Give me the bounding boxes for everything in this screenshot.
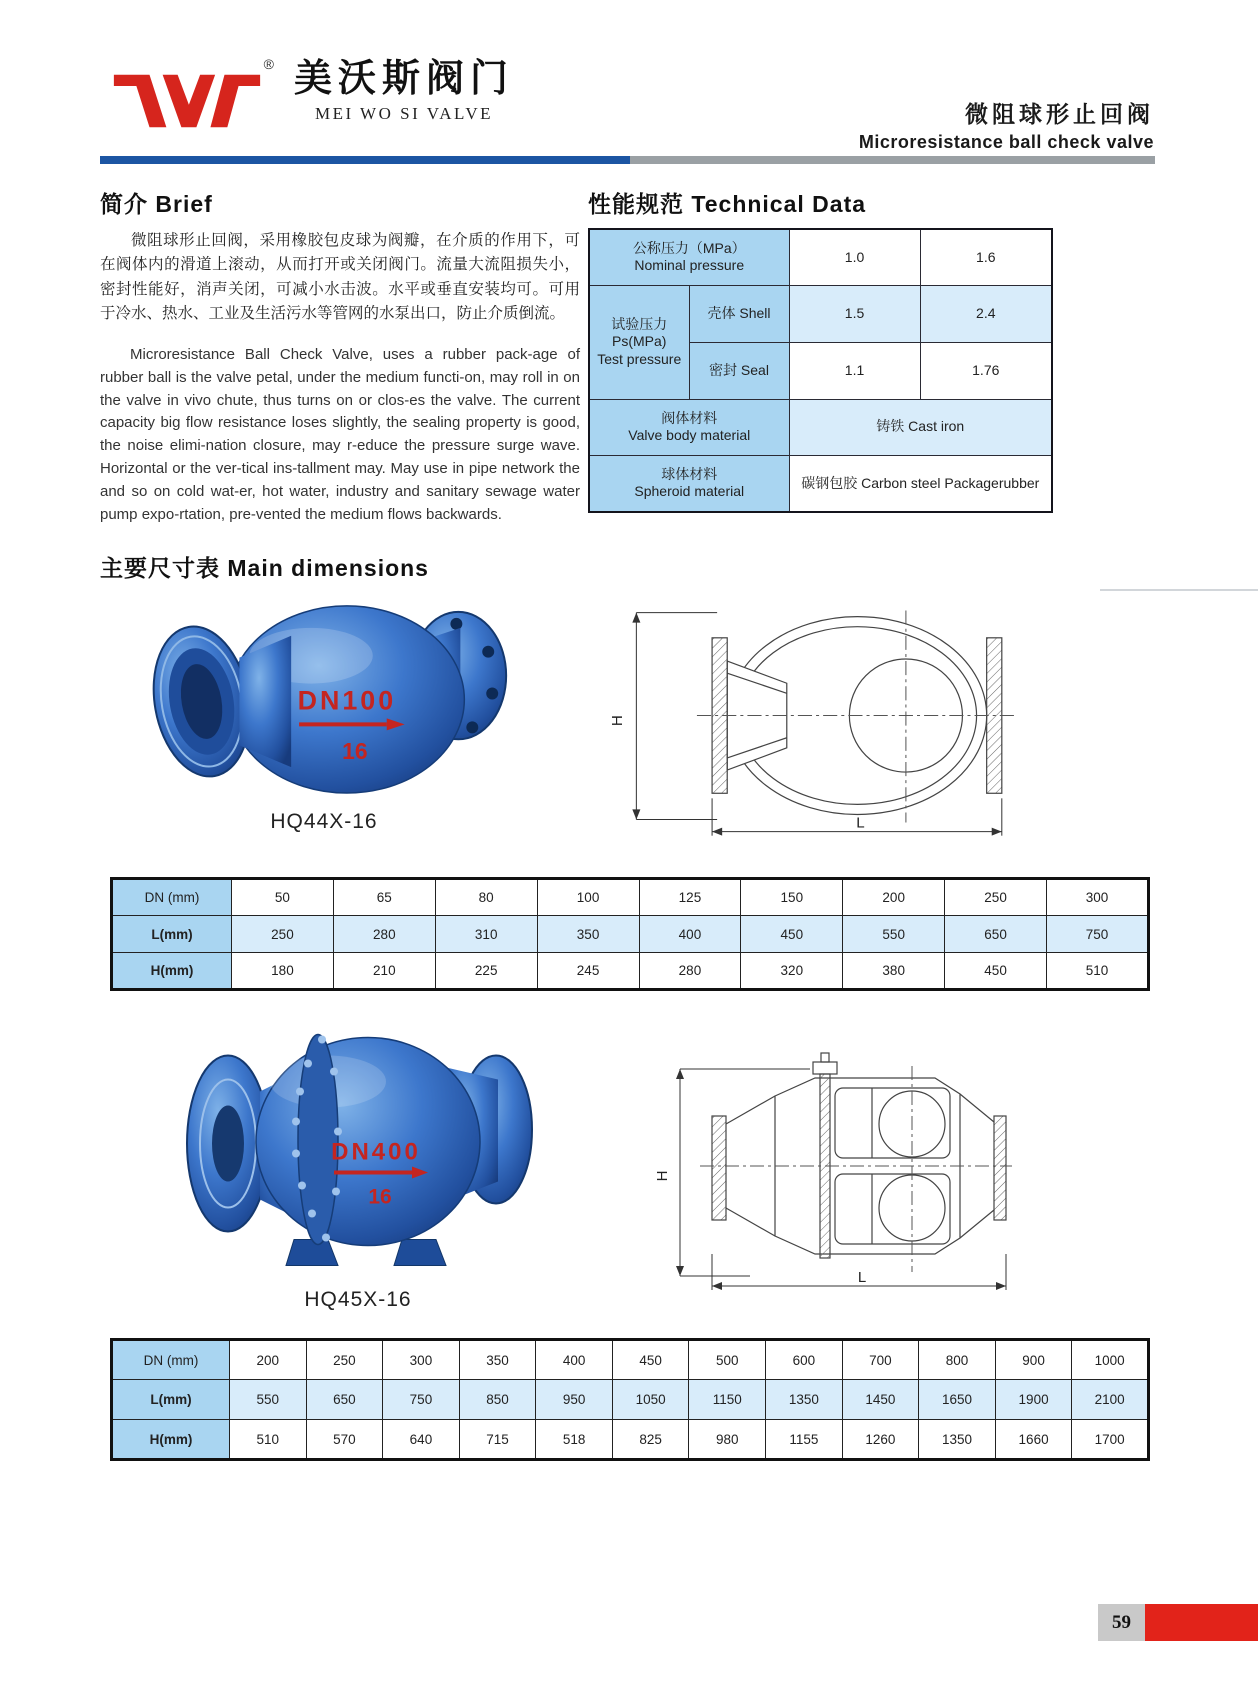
- table-cell: 100: [537, 879, 639, 916]
- shell-value: 1.5: [789, 285, 920, 342]
- table-cell: 225: [435, 953, 537, 990]
- table-cell: 1155: [766, 1420, 843, 1460]
- table-cell: 1150: [689, 1380, 766, 1420]
- row-header-h: H(mm): [112, 953, 232, 990]
- table-cell: 450: [612, 1340, 689, 1380]
- page-number: 59: [1098, 1604, 1145, 1641]
- table-cell: 518: [536, 1420, 613, 1460]
- registered-trademark-icon: ®: [263, 56, 274, 72]
- main-dimensions-heading: 主要尺寸表 Main dimensions: [100, 555, 429, 581]
- brief-heading: 简介 Brief: [100, 191, 213, 217]
- table-cell: 900: [995, 1340, 1072, 1380]
- table-cell: 250: [232, 916, 334, 953]
- nominal-pressure-value: 1.6: [920, 229, 1052, 285]
- table-cell: 550: [843, 916, 945, 953]
- table-cell: 300: [383, 1340, 460, 1380]
- valve-marking-dn: DN100: [297, 685, 397, 716]
- table-cell: 50: [232, 879, 334, 916]
- table-cell: 510: [1047, 953, 1149, 990]
- table-cell: 250: [945, 879, 1047, 916]
- table-cell: 400: [536, 1340, 613, 1380]
- row-header-l: L(mm): [112, 916, 232, 953]
- dim-l-label: L: [857, 1269, 867, 1286]
- seal-label: 密封 Seal: [689, 342, 789, 399]
- table-cell: 350: [537, 916, 639, 953]
- shell-label: 壳体 Shell: [689, 285, 789, 342]
- valve-marking-pn: 16: [342, 738, 368, 765]
- seal-value: 1.1: [789, 342, 920, 399]
- footer-red-bar: [1145, 1604, 1258, 1641]
- brand-logo: [112, 56, 514, 139]
- table-cell: 400: [639, 916, 741, 953]
- spheroid-material-label: 球体材料 Spheroid material: [589, 455, 789, 512]
- valve-photo-hq44x: [138, 590, 510, 804]
- row-header-h: H(mm): [112, 1420, 230, 1460]
- brand-w-icon: [112, 66, 262, 134]
- table-cell: 825: [612, 1420, 689, 1460]
- table-cell: 450: [741, 916, 843, 953]
- table-cell: 350: [459, 1340, 536, 1380]
- test-pressure-label: 试验压力 Ps(MPa) Test pressure: [589, 285, 689, 399]
- dim-h-label: H: [609, 715, 627, 727]
- brief-paragraph-cn: 微阻球形止回阀，采用橡胶包皮球为阀瓣，在介质的作用下，可在阀体内的滑道上滚动，从而打开或关闭阀门。流量大流阻损失小，密封性能好，消声关闭，可减小水击波。水平或垂直安装均可。可用于冷水、热水、工业及生活污水等管网的水泵出口，防止介质倒流。: [100, 232, 580, 323]
- table-cell: 450: [945, 953, 1047, 990]
- table-cell: 715: [459, 1420, 536, 1460]
- table-cell: 1350: [766, 1380, 843, 1420]
- brief-paragraph-en: Microresistance Ball Check Valve, uses a rubber pack-age of rubber ball is the valve petal, under the medium functi-on, may roll in on the valve in vivo chute, thus turns on or clos-es the valve. The current capacity big flow resistance loses slightly, the sealing property is good, the noise elimi-nation closure, may r-educe the pressure surge wave. Horizontal or the ver-tical ins-tallment may. May use in pipe network the and so on cold wat-er, hot water, industry and sanitary sewage water pump expo-rtation, pre-vented the medium flows backwards.: [100, 345, 580, 523]
- table-cell: 510: [230, 1420, 307, 1460]
- brief-section: [100, 186, 580, 526]
- technical-data-table: [588, 228, 1053, 513]
- table-cell: 1350: [919, 1420, 996, 1460]
- technical-data-section: [588, 186, 1051, 513]
- table-cell: 570: [306, 1420, 383, 1460]
- table-cell: 850: [459, 1380, 536, 1420]
- table-cell: 1660: [995, 1420, 1072, 1460]
- valve-marking-pn: 16: [368, 1185, 392, 1209]
- table-cell: 150: [741, 879, 843, 916]
- valve-body-material-label: 阀体材料 Valve body material: [589, 399, 789, 455]
- table-cell: 800: [919, 1340, 996, 1380]
- table-cell: 80: [435, 879, 537, 916]
- table-cell: 700: [842, 1340, 919, 1380]
- table-cell: 600: [766, 1340, 843, 1380]
- table-cell: 640: [383, 1420, 460, 1460]
- table-cell: 65: [333, 879, 435, 916]
- table-cell: 245: [537, 953, 639, 990]
- table-cell: 950: [536, 1380, 613, 1420]
- table-cell: 125: [639, 879, 741, 916]
- table-cell: 300: [1047, 879, 1149, 916]
- row-header-dn: DN (mm): [112, 879, 232, 916]
- table-cell: 750: [383, 1380, 460, 1420]
- brand-name-cn: 美沃斯阀门: [294, 58, 515, 100]
- dim-h-label: H: [654, 1170, 671, 1182]
- seal-value: 1.76: [920, 342, 1052, 399]
- spheroid-material-value: 碳钢包胶 Carbon steel Packagerubber: [789, 455, 1052, 512]
- model1-caption: HQ44X-16: [270, 810, 378, 833]
- technical-heading: 性能规范 Technical Data: [588, 191, 867, 217]
- table-cell: 1900: [995, 1380, 1072, 1420]
- product-title-en: Microresistance ball check valve: [858, 132, 1154, 152]
- table-cell: 1260: [842, 1420, 919, 1460]
- table-cell: 320: [741, 953, 843, 990]
- header-divider-gray: [630, 156, 1155, 164]
- product-title-cn: 微阻球形止回阀: [965, 101, 1154, 127]
- nominal-pressure-value: 1.0: [789, 229, 920, 285]
- row-header-dn: DN (mm): [112, 1340, 230, 1380]
- table-cell: 750: [1047, 916, 1149, 953]
- valve-marking-dn: DN400: [331, 1138, 421, 1166]
- dimension-table-hq44x: [110, 877, 1150, 991]
- valve-body-material-value: 铸铁 Cast iron: [789, 399, 1052, 455]
- table-cell: 180: [232, 953, 334, 990]
- table-cell: 980: [689, 1420, 766, 1460]
- table-cell: 550: [230, 1380, 307, 1420]
- row-header-l: L(mm): [112, 1380, 230, 1420]
- dimension-table-hq45x: [110, 1338, 1150, 1461]
- table-cell: 380: [843, 953, 945, 990]
- model2-caption: HQ45X-16: [304, 1288, 412, 1311]
- table-cell: 650: [306, 1380, 383, 1420]
- table-cell: 650: [945, 916, 1047, 953]
- table-cell: 250: [306, 1340, 383, 1380]
- table-cell: 210: [333, 953, 435, 990]
- table-cell: 2100: [1072, 1380, 1149, 1420]
- table-cell: 1000: [1072, 1340, 1149, 1380]
- table-cell: 1050: [612, 1380, 689, 1420]
- valve-photo-hq45x: [178, 1010, 538, 1278]
- nominal-pressure-label: 公称压力（MPa） Nominal pressure: [589, 229, 789, 285]
- table-cell: 310: [435, 916, 537, 953]
- brand-name-en: MEI WO SI VALVE: [314, 103, 494, 123]
- decorative-rule: [1100, 589, 1258, 591]
- valve-drawing-hq45x: [648, 1036, 1022, 1296]
- table-cell: 280: [333, 916, 435, 953]
- header-divider-blue: [100, 156, 630, 164]
- table-cell: 1450: [842, 1380, 919, 1420]
- product-title: [859, 96, 1154, 153]
- valve-drawing-hq44x: [598, 582, 1022, 840]
- dim-l-label: L: [856, 814, 865, 832]
- table-cell: 1700: [1072, 1420, 1149, 1460]
- table-cell: 280: [639, 953, 741, 990]
- table-cell: 1650: [919, 1380, 996, 1420]
- table-cell: 200: [230, 1340, 307, 1380]
- table-cell: 200: [843, 879, 945, 916]
- table-cell: 500: [689, 1340, 766, 1380]
- shell-value: 2.4: [920, 285, 1052, 342]
